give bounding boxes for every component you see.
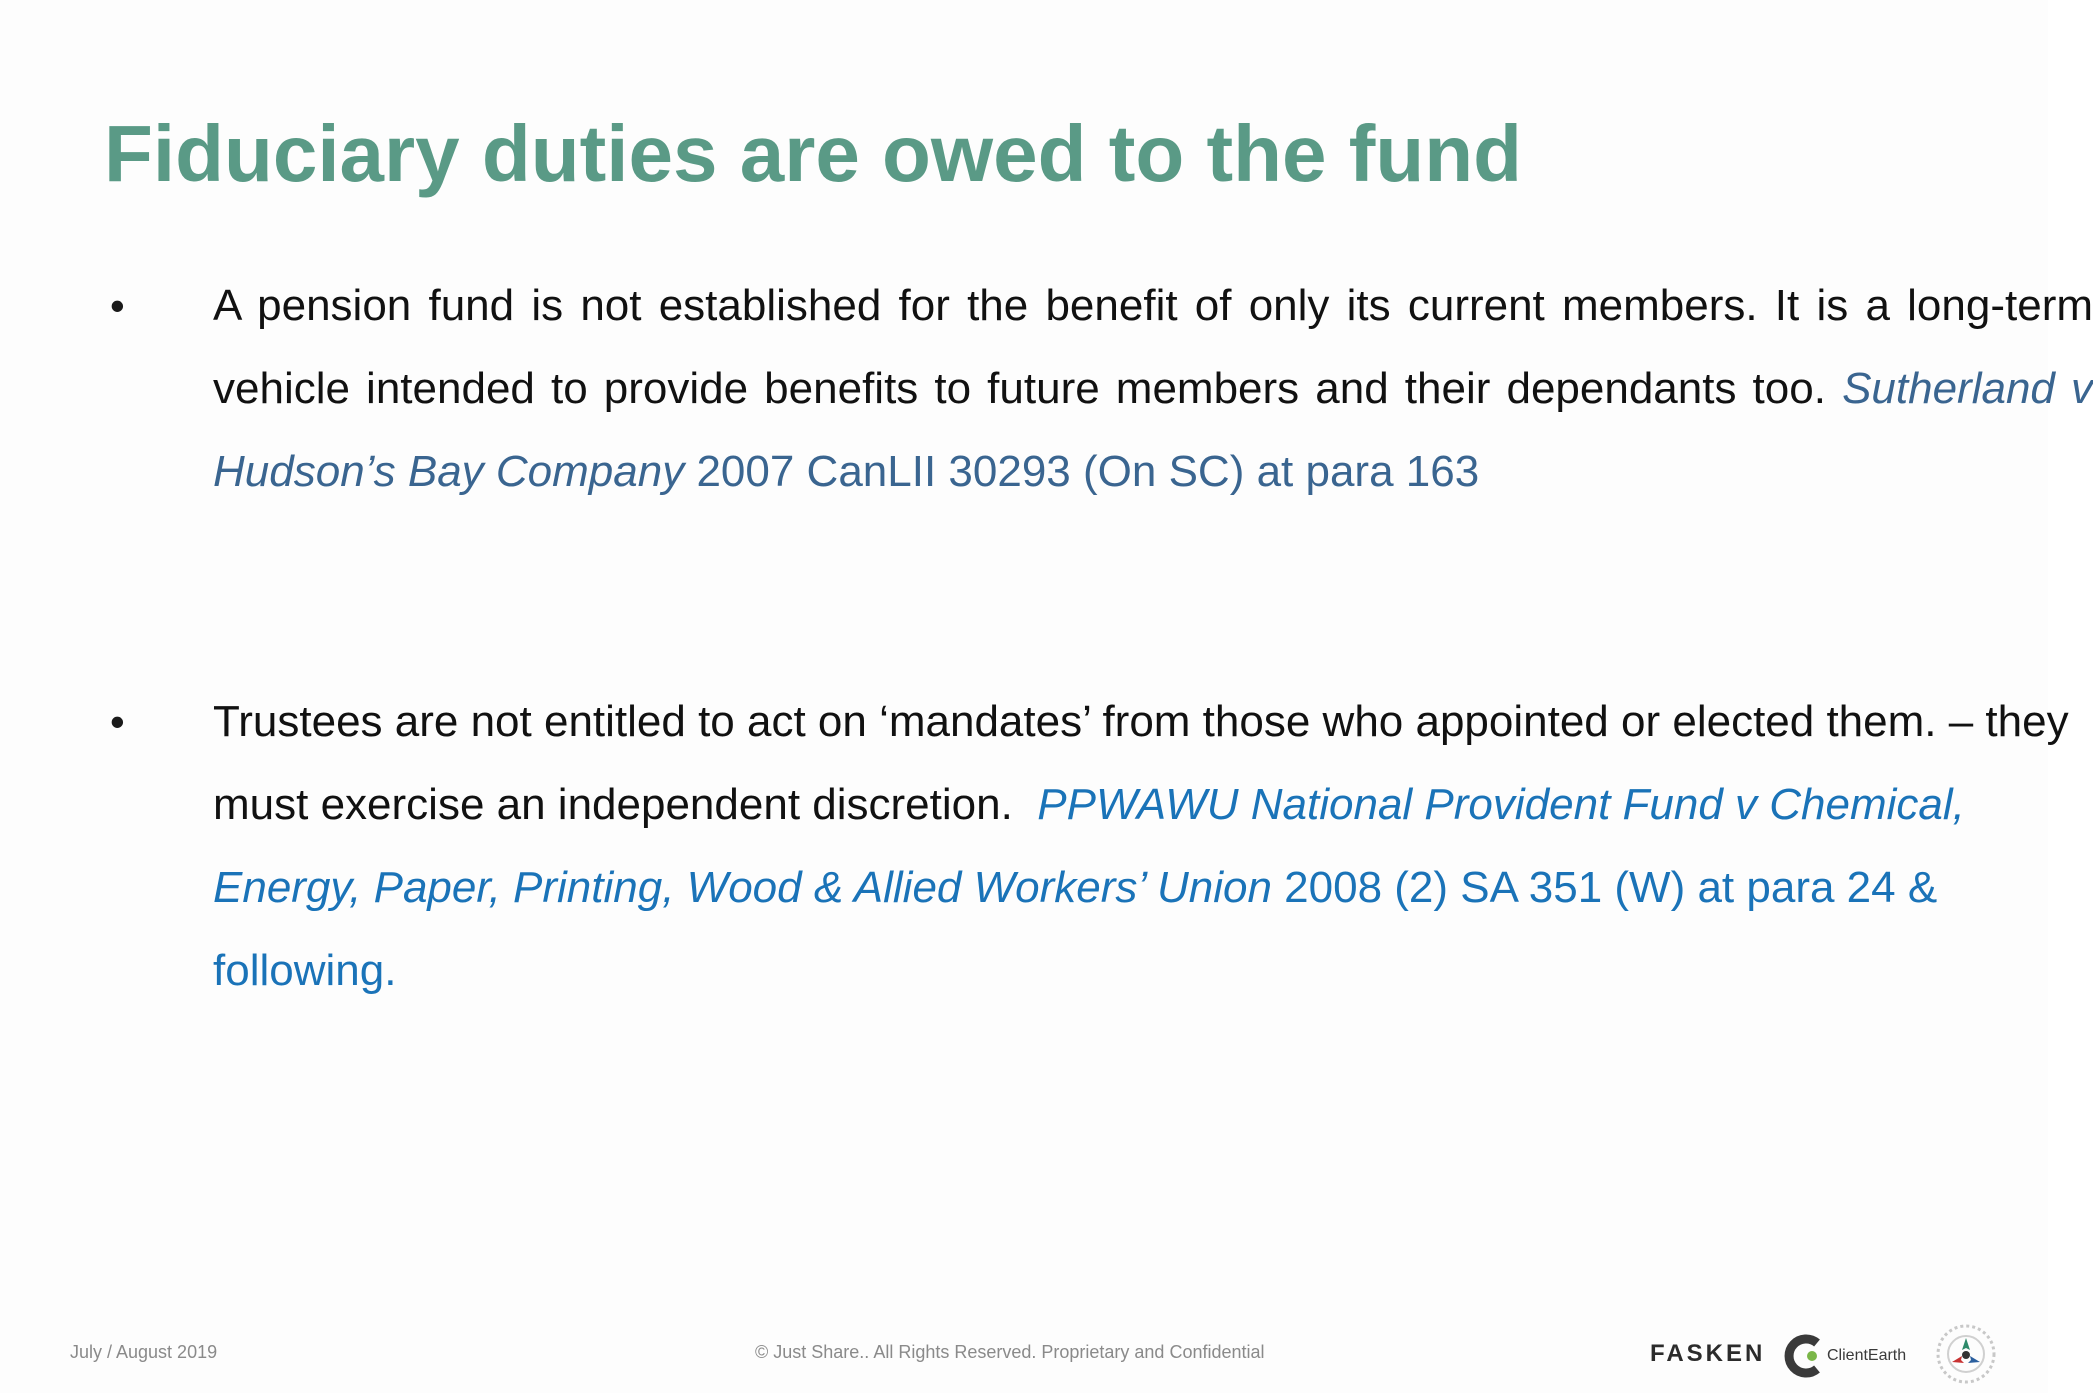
footer-date: July / August 2019 [70,1342,218,1362]
fasken-logo: FASKEN [1650,1340,1766,1367]
bullet-text [213,680,2083,1012]
seal-icon [1934,1322,1998,1386]
bullet-marker: • [110,282,125,329]
footer-copyright: © Just Share.. All Rights Reserved. Proprietary and Confidential [755,1342,1265,1362]
clientearth-logo [1787,1334,1906,1378]
bullet-text [213,264,2093,513]
clientearth-wordmark: ClientEarth [1827,1347,1907,1364]
clientearth-mark-icon [1787,1335,1823,1377]
bullet-body: Trustees are not entitled to act on ‘mandates’ from those who appointed or elected them. – they must exercise an independent discretion. [213,697,2069,829]
citation-case: PPWAWU National Provident Fund v Chemical, Energy, Paper, Printing, Wood & Allied Workers’ Union [213,780,1965,912]
citation-reference: 2008 (2) SA 351 (W) at para 24 & following. [213,863,1938,995]
justshare-seal-logo [1934,1322,1998,1391]
bullet-marker: • [110,698,125,745]
bullet-body: A pension fund is not established for the benefit of only its current members. It is a long-term vehicle intended to provide benefits to future members and their dependants too. [213,281,2093,413]
slide-title: Fiduciary duties are owed to the fund [104,109,1522,198]
citation-reference: 2007 CanLII 30293 (On SC) at para 163 [696,447,1480,496]
citation-case: Sutherland v Hudson’s Bay Company [213,364,2093,496]
